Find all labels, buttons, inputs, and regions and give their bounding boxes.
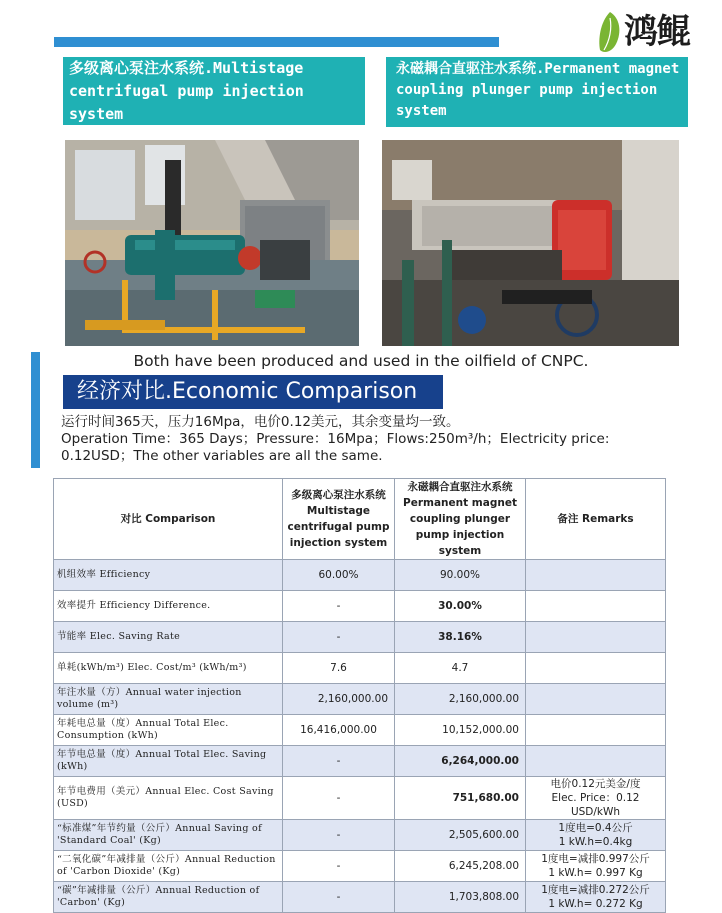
- brand-logo: [598, 8, 716, 60]
- table-row: [54, 653, 666, 684]
- remarks-cell: [526, 851, 666, 882]
- section-title: 经济对比.Economic Comparison: [63, 375, 443, 409]
- table-row: [54, 851, 666, 882]
- remarks-cell: [526, 882, 666, 913]
- table-row: [54, 746, 666, 777]
- remarks-line-en: 1 kW.h=0.4kg: [558, 836, 633, 848]
- multistage-value: 7.6: [283, 653, 395, 684]
- permanent-value: 2,160,000.00: [395, 684, 526, 715]
- row-label: 机组效率 Efficiency: [54, 560, 283, 591]
- multistage-value: -: [283, 591, 395, 622]
- multistage-value: -: [283, 746, 395, 777]
- multistage-value: -: [283, 882, 395, 913]
- table-header-row: [54, 479, 666, 560]
- remarks-line-zh: 1度电=减排0.997公斤: [541, 853, 650, 865]
- permanent-value: 1,703,808.00: [395, 882, 526, 913]
- multistage-value: 60.00%: [283, 560, 395, 591]
- table-row: [54, 622, 666, 653]
- row-label: 效率提升 Efficiency Difference.: [54, 591, 283, 622]
- comparison-table: [53, 478, 666, 913]
- multistage-value: -: [283, 622, 395, 653]
- permanent-value: 38.16%: [395, 622, 526, 653]
- permanent-magnet-title-box: 永磁耦合直驱注水系统.Permanent magnet coupling plunger pump injection system: [386, 57, 688, 127]
- remarks-line-zh: 1度电=0.4公斤: [558, 822, 633, 834]
- remarks-value: [526, 715, 666, 746]
- multistage-value: -: [283, 777, 395, 820]
- row-label: 年注水量（方）Annual water injection volume (m³): [54, 684, 283, 715]
- row-label: 单耗(kWh/m³) Elec. Cost/m³ (kWh/m³): [54, 653, 283, 684]
- intro-line-en: Operation Time：365 Days；Pressure：16Mpa；Flows:250m³/h；Electricity price: 0.12USD；The other variables are all the same.: [61, 431, 610, 464]
- permanent-value: 30.00%: [395, 591, 526, 622]
- multistage-value: 2,160,000.00: [283, 684, 395, 715]
- multistage-value: 16,416,000.00: [283, 715, 395, 746]
- permanent-value: 6,245,208.00: [395, 851, 526, 882]
- row-label: 年节电费用（美元）Annual Elec. Cost Saving (USD): [54, 777, 283, 820]
- table-row: [54, 684, 666, 715]
- row-label: “标准煤”年节约量（公斤）Annual Saving of 'Standard Coal' (Kg): [54, 820, 283, 851]
- leaf-icon: [598, 10, 622, 54]
- permanent-value: 6,264,000.00: [395, 746, 526, 777]
- remarks-value: [526, 653, 666, 684]
- remarks-value: [526, 746, 666, 777]
- row-label: 年节电总量（度）Annual Total Elec. Saving (kWh): [54, 746, 283, 777]
- table-row: [54, 591, 666, 622]
- remarks-line-zh: 1度电=减排0.272公斤: [541, 884, 650, 896]
- header-permanent: 永磁耦合直驱注水系统 Permanent magnet coupling plunger pump injection system: [395, 479, 526, 560]
- remarks-value: [526, 684, 666, 715]
- permanent-value: 751,680.00: [395, 777, 526, 820]
- remarks-value: [526, 622, 666, 653]
- permanent-value: 4.7: [395, 653, 526, 684]
- top-accent-bar: [54, 37, 499, 47]
- permanent-value: 90.00%: [395, 560, 526, 591]
- header-multistage: 多级离心泵注水系统 Multistage centrifugal pump injection system: [283, 479, 395, 560]
- table-row: [54, 777, 666, 820]
- header-remarks: 备注 Remarks: [526, 479, 666, 560]
- table-row: [54, 560, 666, 591]
- remarks-line-en: 1 kW.h= 0.272 Kg: [548, 898, 643, 910]
- header-comparison: 对比 Comparison: [54, 479, 283, 560]
- permanent-magnet-pump-photo: [382, 140, 679, 346]
- multistage-pump-photo: [65, 140, 359, 346]
- remarks-line-zh: 电价0.12元美金/度: [550, 778, 641, 790]
- remarks-cell: [526, 777, 666, 820]
- table-row: [54, 882, 666, 913]
- permanent-value: 2,505,600.00: [395, 820, 526, 851]
- multistage-value: -: [283, 851, 395, 882]
- section-accent-bar: [31, 352, 40, 468]
- remarks-cell: [526, 820, 666, 851]
- permanent-value: 10,152,000.00: [395, 715, 526, 746]
- multistage-title-box: 多级离心泵注水系统.Multistage centrifugal pump injection system: [63, 57, 365, 125]
- remarks-value: [526, 591, 666, 622]
- oilfield-caption: Both have been produced and used in the oilfield of CNPC.: [133, 352, 589, 370]
- table-row: [54, 715, 666, 746]
- remarks-line-en: Elec. Price：0.12 USD/kWh: [551, 792, 640, 818]
- row-label: “二氧化碳”年减排量（公斤）Annual Reduction of 'Carbon Dioxide' (Kg): [54, 851, 283, 882]
- row-label: 节能率 Elec. Saving Rate: [54, 622, 283, 653]
- brand-name: 鸿鲲: [624, 12, 690, 52]
- row-label: “碳”年减排量（公斤）Annual Reduction of 'Carbon' (Kg): [54, 882, 283, 913]
- row-label: 年耗电总量（度）Annual Total Elec. Consumption (kWh): [54, 715, 283, 746]
- remarks-value: [526, 560, 666, 591]
- intro-line-zh: 运行时间365天，压力16Mpa，电价0.12美元，其余变量均一致。: [61, 414, 460, 430]
- remarks-line-en: 1 kW.h= 0.997 Kg: [548, 867, 643, 879]
- intro-paragraph: [61, 414, 671, 465]
- table-row: [54, 820, 666, 851]
- multistage-value: -: [283, 820, 395, 851]
